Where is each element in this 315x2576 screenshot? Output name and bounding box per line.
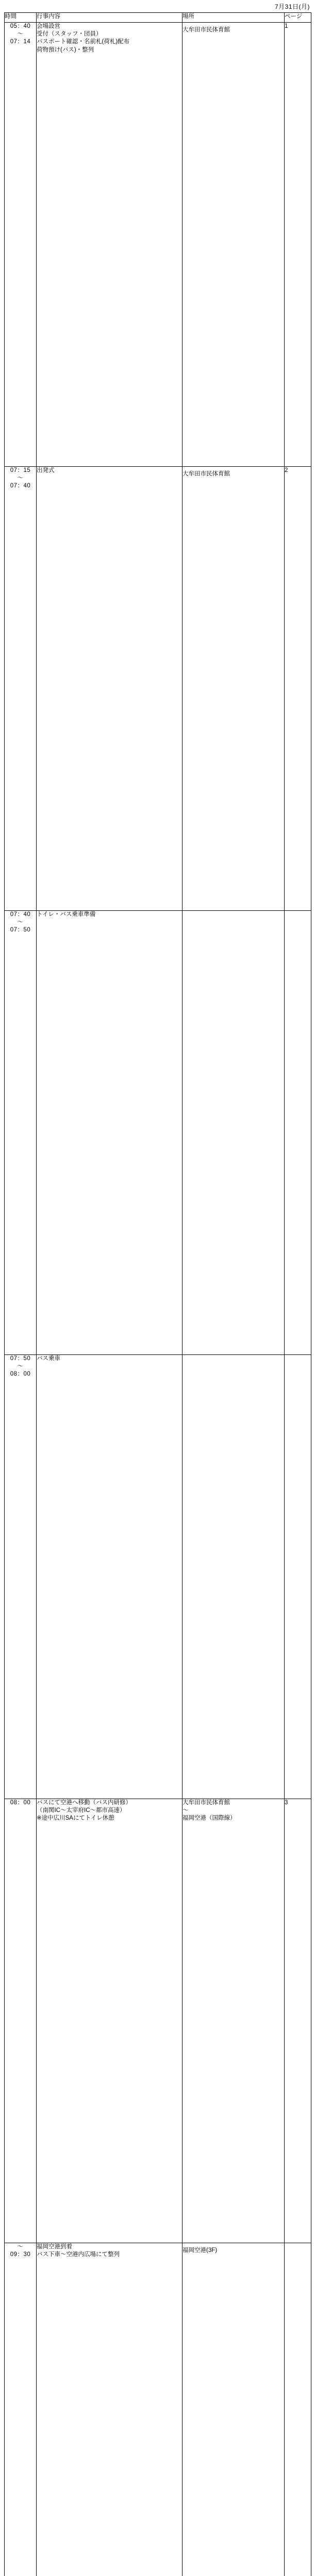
cell-place: 福岡空港(3F) (183, 2243, 285, 2576)
cell-place (183, 911, 285, 1355)
cell-page: 1 (285, 23, 311, 467)
column-header-place: 場所 (183, 13, 285, 23)
column-header-time: 時間 (5, 13, 37, 23)
cell-time: 07：15 ～ 07：40 (5, 467, 37, 911)
table-row (5, 1799, 311, 2243)
cell-content: トイレ・バス乗車準備 (37, 911, 183, 1355)
cell-time: 07：50 ～ 08：00 (5, 1355, 37, 1799)
table-row (5, 911, 311, 1355)
document-page (0, 0, 315, 444)
table-row (5, 1355, 311, 1799)
cell-time: 07：40 ～ 07：50 (5, 911, 37, 1355)
cell-page: 2 (285, 467, 311, 911)
column-header-page: ページ (285, 13, 311, 23)
table-row (5, 2243, 311, 2576)
cell-time: 08：00 (5, 1799, 37, 2243)
table-row (5, 467, 311, 911)
cell-content: 福岡空港到着 バス下車～空港内広場にて整列 (37, 2243, 183, 2576)
document-date: 7月31日(月) (0, 0, 315, 12)
cell-time: 05：40 ～ 07：14 (5, 23, 37, 467)
cell-place (183, 1355, 285, 1799)
cell-content: バスにて空港へ移動（バス内研修） （南関IC～太宰府IC～都市高速） ※途中広川SAにてトイレ休憩 (37, 1799, 183, 2243)
column-header-content: 行事内容 (37, 13, 183, 23)
cell-page (285, 911, 311, 1355)
cell-content: 出発式 (37, 467, 183, 911)
cell-page: 3 (285, 1799, 311, 2243)
cell-page (285, 1355, 311, 1799)
cell-content: バス乗車 (37, 1355, 183, 1799)
schedule-table (4, 12, 311, 2576)
cell-place: 大牟田市民体育館 (183, 23, 285, 467)
cell-place: 大牟田市民体育館 (183, 467, 285, 911)
cell-page (285, 2243, 311, 2576)
table-row (5, 23, 311, 467)
table-header (5, 13, 311, 23)
cell-content: 会場設営 受付（スタッフ・団員） パスポート確認・名前札(荷札)配布 荷物預け(バス)・整列 (37, 23, 183, 467)
table-body (5, 23, 311, 2576)
cell-place: 大牟田市民体育館 ～ 福岡空港（国際線） (183, 1799, 285, 2243)
table-header-row (5, 13, 311, 23)
cell-time: ～ 09：30 (5, 2243, 37, 2576)
